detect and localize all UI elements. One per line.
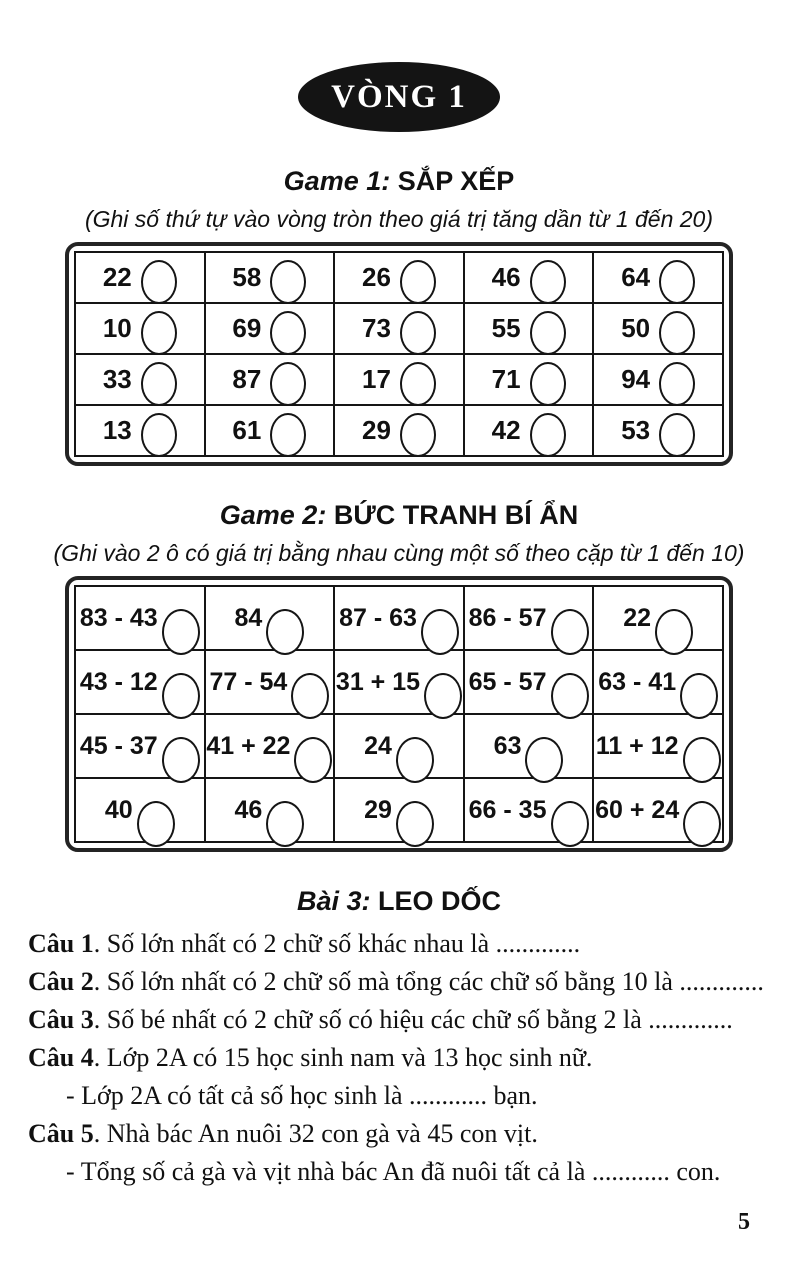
table-cell [334, 303, 464, 354]
table-cell [334, 586, 464, 650]
answer-circle[interactable] [396, 801, 434, 847]
cell-expression: 11 + 12 [595, 731, 679, 760]
cell-number: 46 [491, 262, 521, 292]
answer-circle[interactable] [162, 737, 200, 783]
table-cell [334, 650, 464, 714]
game1-title-main: SẮP XẾP [397, 166, 515, 196]
question-label: Câu 5 [28, 1119, 94, 1148]
table-cell [334, 354, 464, 405]
table-cell [75, 586, 205, 650]
game2-instruction: (Ghi vào 2 ô có giá trị bằng nhau cùng một số theo cặp từ 1 đến 10) [53, 540, 745, 566]
answer-circle[interactable] [683, 737, 721, 783]
table-cell [75, 405, 205, 456]
answer-circle[interactable] [530, 260, 566, 304]
question-label: Câu 4 [28, 1043, 94, 1072]
question-line-4-sub [28, 1077, 778, 1115]
answer-circle[interactable] [270, 260, 306, 304]
table-cell [205, 586, 335, 650]
exercise3-title [0, 886, 798, 917]
cell-number: 10 [102, 313, 132, 343]
game1-table-frame [65, 242, 733, 466]
answer-circle[interactable] [270, 311, 306, 355]
table-cell [464, 405, 594, 456]
answer-circle[interactable] [400, 413, 436, 457]
table-cell [205, 252, 335, 303]
cell-expression: 63 - 41 [598, 667, 677, 696]
table-cell [464, 303, 594, 354]
answer-circle[interactable] [530, 362, 566, 406]
answer-circle[interactable] [659, 362, 695, 406]
cell-number: 17 [362, 364, 391, 394]
cell-expression: 87 - 63 [339, 603, 417, 632]
cell-number: 64 [621, 262, 651, 292]
answer-circle[interactable] [530, 413, 566, 457]
table-cell [334, 714, 464, 778]
answer-circle[interactable] [396, 737, 434, 783]
cell-expression: 45 - 37 [79, 731, 158, 760]
game1-title [0, 166, 798, 197]
round-badge-label: VÒNG 1 [331, 78, 467, 115]
cell-number: 58 [232, 262, 262, 292]
cell-expression: 63 [493, 731, 522, 760]
answer-circle[interactable] [424, 673, 462, 719]
answer-circle[interactable] [659, 413, 695, 457]
exercise3-title-prefix: Bài 3: [296, 886, 371, 916]
cell-expression: 46 [234, 795, 263, 824]
answer-circle[interactable] [400, 260, 436, 304]
table-cell [205, 650, 335, 714]
cell-expression: 65 - 57 [468, 667, 547, 696]
cell-number: 42 [491, 415, 521, 445]
answer-circle[interactable] [141, 362, 177, 406]
table-cell [205, 714, 335, 778]
answer-circle[interactable] [137, 801, 175, 847]
cell-number: 94 [621, 364, 651, 394]
table-row [75, 778, 723, 842]
table-cell [334, 252, 464, 303]
table-cell [75, 354, 205, 405]
cell-number: 87 [232, 364, 262, 394]
cell-expression: 60 + 24 [595, 795, 680, 824]
question-line-2 [28, 963, 778, 1001]
table-cell [593, 252, 723, 303]
cell-number: 71 [491, 364, 521, 394]
game1-table [74, 251, 724, 457]
cell-number: 73 [362, 313, 391, 343]
cell-expression: 41 + 22 [206, 731, 291, 760]
answer-circle[interactable] [141, 311, 177, 355]
answer-circle[interactable] [266, 801, 304, 847]
cell-expression: 24 [364, 731, 392, 760]
table-cell [593, 586, 723, 650]
answer-circle[interactable] [530, 311, 566, 355]
table-cell [205, 303, 335, 354]
table-cell [334, 405, 464, 456]
question-text: . Số bé nhất có 2 chữ số có hiệu các chữ số bằng 2 là ............. [93, 1005, 733, 1034]
question-line-5-sub [28, 1153, 778, 1191]
question-text: . Số lớn nhất có 2 chữ số khác nhau là ............. [93, 929, 581, 958]
cell-expression: 43 - 12 [79, 667, 158, 696]
cell-expression: 29 [364, 795, 392, 824]
table-cell [205, 405, 335, 456]
table-row [75, 354, 723, 405]
table-cell [464, 586, 594, 650]
table-row [75, 650, 723, 714]
table-cell [593, 303, 723, 354]
table-cell [334, 778, 464, 842]
table-cell [464, 650, 594, 714]
answer-circle[interactable] [141, 260, 177, 304]
table-row [75, 252, 723, 303]
table-cell [205, 354, 335, 405]
cell-number: 29 [362, 415, 391, 445]
table-cell [593, 650, 723, 714]
table-cell [75, 252, 205, 303]
table-cell [464, 778, 594, 842]
answer-circle[interactable] [291, 673, 329, 719]
answer-circle[interactable] [294, 737, 332, 783]
question-text: - Tổng số cả gà và vịt nhà bác An đã nuôi tất cả là ............ con. [66, 1157, 721, 1186]
cell-number: 33 [102, 364, 132, 394]
workbook-page [0, 62, 798, 1262]
cell-expression: 86 - 57 [468, 603, 547, 632]
game1-instruction: (Ghi số thứ tự vào vòng tròn theo giá trị tăng dần từ 1 đến 20) [84, 206, 714, 232]
cell-expression: 31 + 15 [335, 667, 421, 696]
cell-number: 55 [491, 313, 521, 343]
page-number: 5 [738, 1209, 750, 1235]
table-cell [593, 714, 723, 778]
cell-number: 53 [621, 415, 651, 445]
table-cell [205, 778, 335, 842]
answer-circle[interactable] [162, 673, 200, 719]
table-cell [593, 778, 723, 842]
game2-table-frame [65, 576, 733, 852]
question-line-1 [28, 925, 778, 963]
cell-number: 26 [362, 262, 391, 292]
answer-circle[interactable] [266, 609, 304, 655]
answer-circle[interactable] [551, 673, 589, 719]
answer-circle[interactable] [680, 673, 718, 719]
table-cell [75, 778, 205, 842]
answer-circle[interactable] [270, 413, 306, 457]
answer-circle[interactable] [655, 609, 693, 655]
exercise3-title-main: LEO DỐC [378, 886, 502, 916]
game2-title-prefix: Game 2: [219, 500, 327, 530]
cell-expression: 84 [234, 603, 263, 632]
table-row [75, 405, 723, 456]
answer-circle[interactable] [551, 609, 589, 655]
answer-circle[interactable] [400, 362, 436, 406]
question-list [0, 925, 798, 1191]
cell-number: 22 [102, 262, 132, 292]
answer-circle[interactable] [162, 609, 200, 655]
cell-expression: 66 - 35 [468, 795, 547, 824]
question-line-5 [28, 1115, 778, 1153]
question-label: Câu 1 [28, 929, 94, 958]
table-cell [593, 354, 723, 405]
table-cell [593, 405, 723, 456]
question-text: . Nhà bác An nuôi 32 con gà và 45 con vịt. [93, 1119, 538, 1148]
answer-circle[interactable] [525, 737, 563, 783]
question-text: . Số lớn nhất có 2 chữ số mà tổng các chữ số bằng 10 là ............. [93, 967, 764, 996]
table-cell [75, 650, 205, 714]
table-cell [464, 714, 594, 778]
table-row [75, 586, 723, 650]
answer-circle[interactable] [659, 260, 695, 304]
question-line-4 [28, 1039, 778, 1077]
answer-circle[interactable] [659, 311, 695, 355]
answer-circle[interactable] [683, 801, 721, 847]
question-line-3 [28, 1001, 778, 1039]
cell-number: 50 [621, 313, 651, 343]
cell-expression: 22 [623, 603, 652, 632]
game2-title [0, 500, 798, 531]
answer-circle[interactable] [421, 609, 459, 655]
table-cell [464, 252, 594, 303]
table-cell [75, 303, 205, 354]
table-row [75, 714, 723, 778]
question-text: - Lớp 2A có tất cả số học sinh là ............ bạn. [66, 1081, 538, 1110]
cell-number: 69 [232, 313, 262, 343]
question-text: . Lớp 2A có 15 học sinh nam và 13 học sinh nữ. [93, 1043, 593, 1072]
answer-circle[interactable] [141, 413, 177, 457]
answer-circle[interactable] [551, 801, 589, 847]
answer-circle[interactable] [270, 362, 306, 406]
game2-title-main: BỨC TRANH BÍ ẨN [333, 500, 579, 530]
cell-number: 61 [232, 415, 262, 445]
cell-expression: 40 [104, 795, 133, 824]
cell-expression: 77 - 54 [209, 667, 288, 696]
cell-expression: 83 - 43 [79, 603, 158, 632]
game2-table [74, 585, 724, 843]
question-label: Câu 2 [28, 967, 94, 996]
game1-title-prefix: Game 1: [283, 166, 391, 196]
question-label: Câu 3 [28, 1005, 94, 1034]
answer-circle[interactable] [400, 311, 436, 355]
table-cell [75, 714, 205, 778]
cell-number: 13 [102, 415, 132, 445]
round-badge [298, 62, 500, 132]
table-cell [464, 354, 594, 405]
table-row [75, 303, 723, 354]
